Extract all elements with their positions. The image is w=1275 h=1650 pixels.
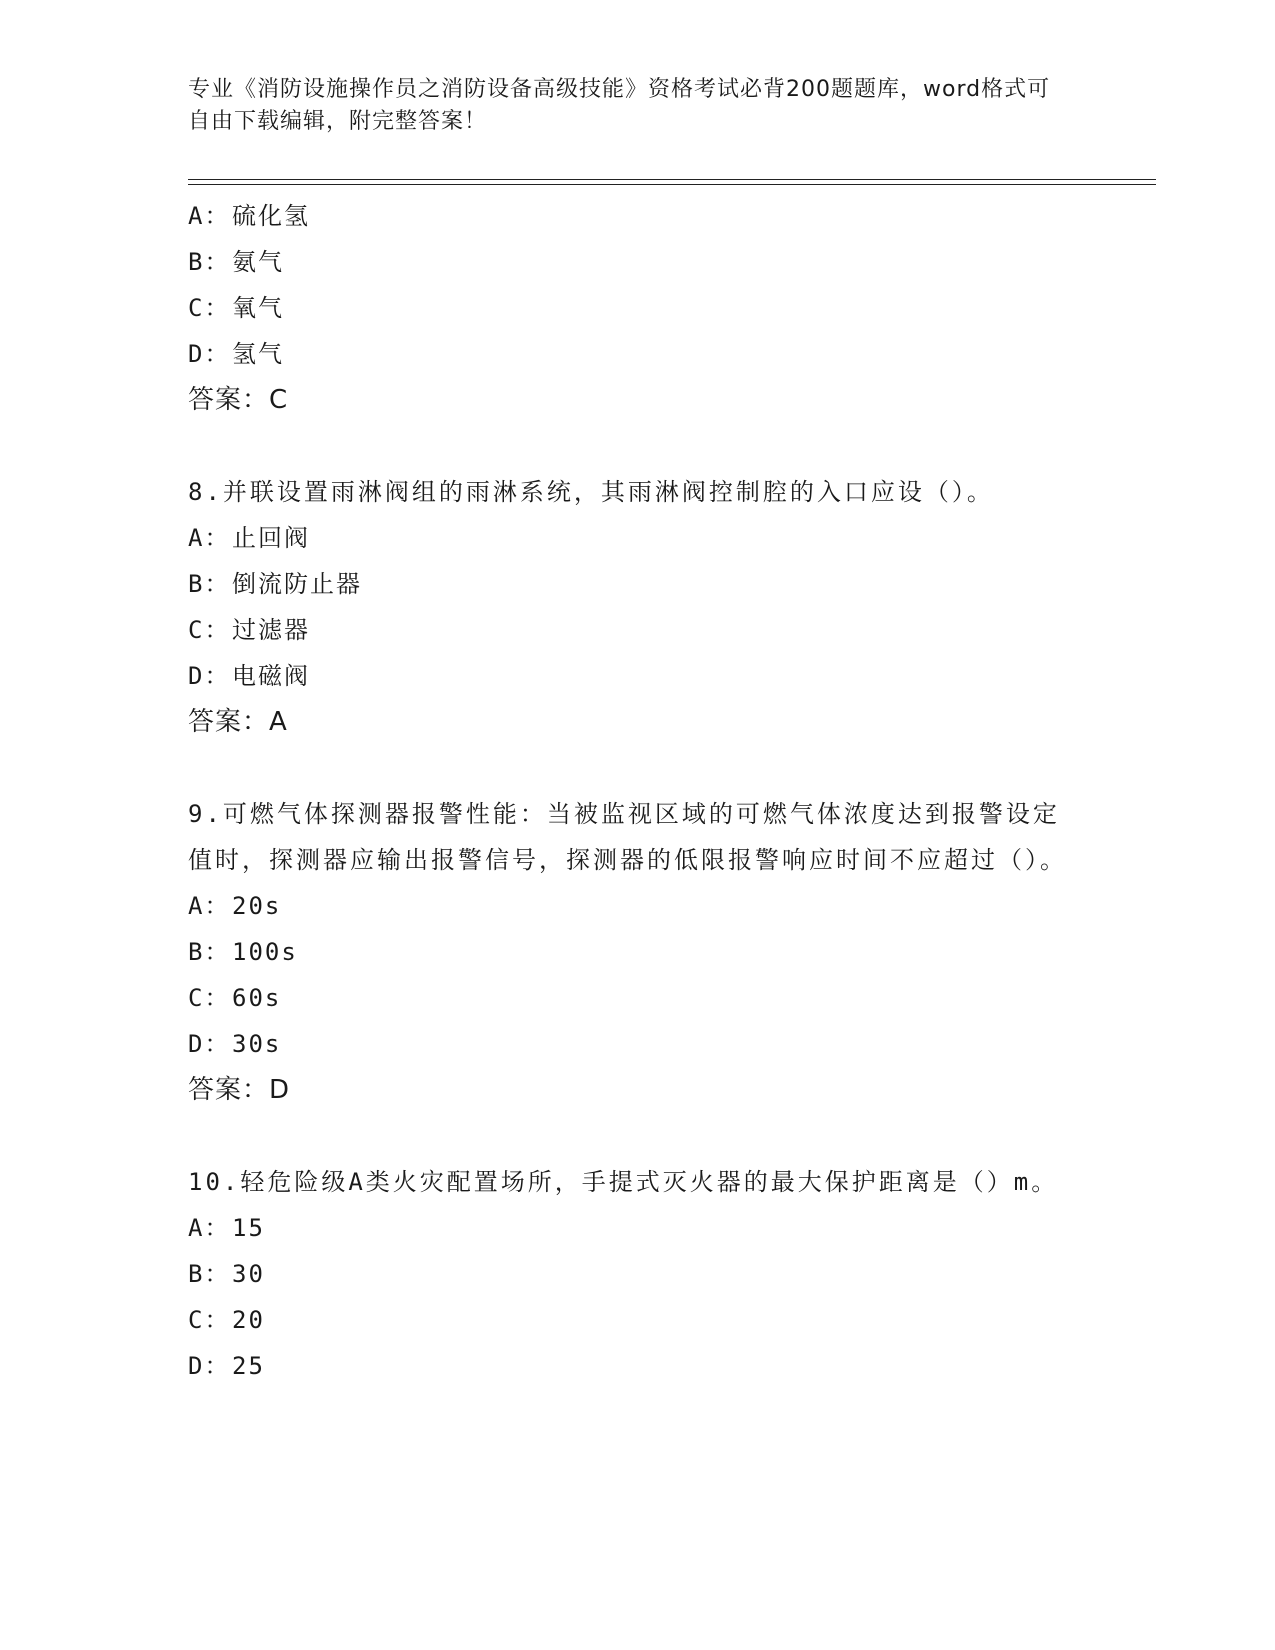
option-key: B： (188, 570, 231, 598)
option-key: C： (188, 1306, 231, 1334)
option-c (188, 607, 1068, 653)
answer-line: 答案：A (188, 707, 288, 737)
option-text: 30s (232, 1030, 282, 1058)
option-text: 20 (232, 1306, 265, 1334)
question-9 (188, 791, 1068, 1113)
option-text: 100s (232, 938, 298, 966)
header-rule-top (188, 179, 1156, 180)
answer-line: 答案：C (188, 385, 289, 415)
spacer (188, 745, 1068, 791)
option-key: C： (188, 616, 231, 644)
option-a (188, 193, 1068, 239)
question-10 (188, 1159, 1068, 1389)
option-key: B： (188, 248, 231, 276)
option-text: 氧气 (232, 294, 284, 322)
option-key: B： (188, 938, 231, 966)
option-d (188, 1343, 1068, 1389)
option-text: 电磁阀 (232, 662, 310, 690)
option-c (188, 1297, 1068, 1343)
question-7 (188, 193, 1068, 423)
option-text: 氨气 (232, 248, 284, 276)
answer-line: 答案：D (188, 1075, 291, 1105)
option-text: 倒流防止器 (232, 570, 362, 598)
question-stem: 8.并联设置雨淋阀组的雨淋系统，其雨淋阀控制腔的入口应设（）。 (188, 478, 994, 506)
question-stem: 9.可燃气体探测器报警性能：当被监视区域的可燃气体浓度达到报警设定值时，探测器应输出报警信号，探测器的低限报警响应时间不应超过（）。 (188, 800, 1067, 874)
option-text: 20s (232, 892, 282, 920)
option-key: A： (188, 892, 231, 920)
option-a (188, 1205, 1068, 1251)
option-b (188, 1251, 1068, 1297)
question-stem: 10.轻危险级A类火灾配置场所，手提式灭火器的最大保护距离是（）m。 (188, 1168, 1059, 1196)
option-d (188, 1021, 1068, 1067)
option-key: A： (188, 524, 231, 552)
option-text: 过滤器 (232, 616, 310, 644)
option-key: C： (188, 984, 231, 1012)
question-8 (188, 469, 1068, 745)
option-b (188, 929, 1068, 975)
option-text: 25 (232, 1352, 265, 1380)
option-text: 氢气 (232, 340, 284, 368)
option-key: C： (188, 294, 231, 322)
option-key: D： (188, 340, 231, 368)
option-key: B： (188, 1260, 231, 1288)
option-key: A： (188, 202, 231, 230)
option-a (188, 515, 1068, 561)
option-text: 60s (232, 984, 282, 1012)
spacer (188, 423, 1068, 469)
spacer (188, 1113, 1068, 1159)
document-header: 专业《消防设施操作员之消防设备高级技能》资格考试必背200题题库，word格式可自由下载编辑，附完整答案！ (188, 77, 1051, 134)
option-key: A： (188, 1214, 231, 1242)
option-text: 止回阀 (232, 524, 310, 552)
option-key: D： (188, 1352, 231, 1380)
option-text: 30 (232, 1260, 265, 1288)
option-a (188, 883, 1068, 929)
option-key: D： (188, 662, 231, 690)
question-content (188, 193, 1068, 1389)
option-c (188, 285, 1068, 331)
option-d (188, 653, 1068, 699)
option-key: D： (188, 1030, 231, 1058)
option-text: 15 (232, 1214, 265, 1242)
option-text: 硫化氢 (232, 202, 310, 230)
option-b (188, 239, 1068, 285)
option-c (188, 975, 1068, 1021)
header-rule-bottom (188, 184, 1156, 185)
option-b (188, 561, 1068, 607)
option-d (188, 331, 1068, 377)
